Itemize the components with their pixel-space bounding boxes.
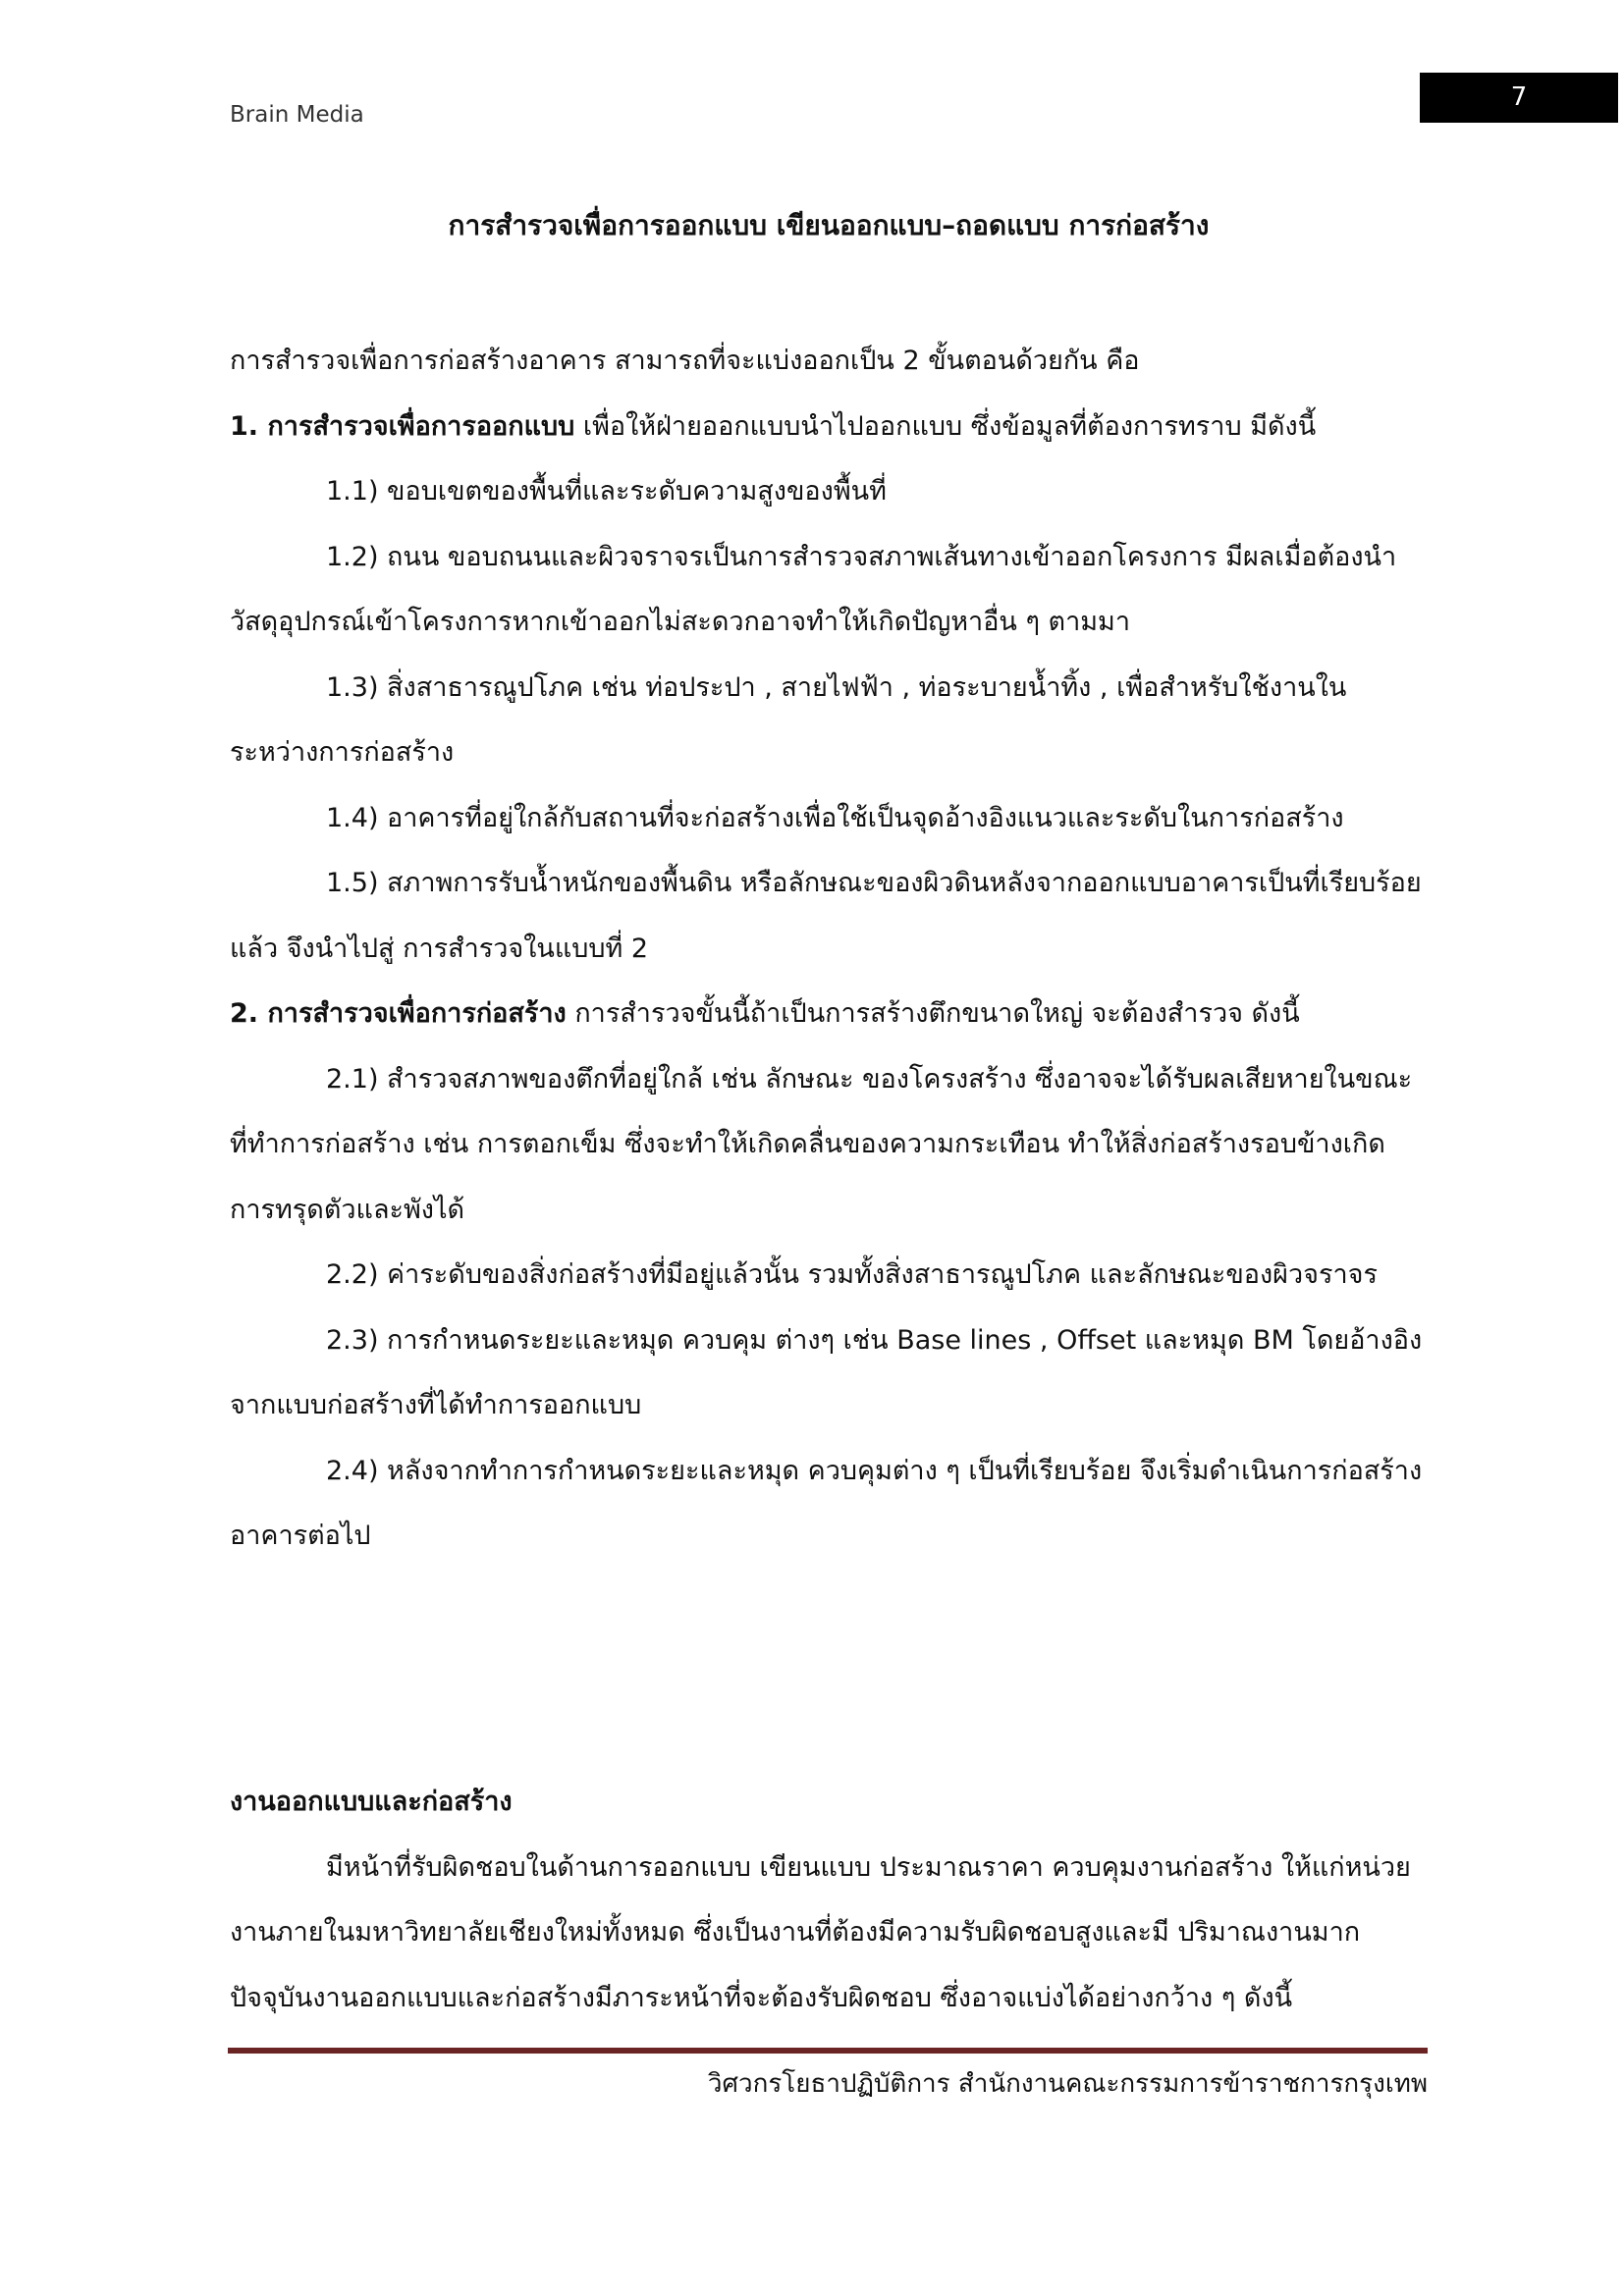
footer-divider: [228, 2048, 1428, 2054]
section-2-heading: 2. การสำรวจเพื่อการก่อสร้าง: [230, 998, 567, 1029]
list-item: 1.1) ขอบเขตของพื้นที่และระดับความสูงของพื้นที่: [326, 476, 887, 507]
section-1-paragraph: [230, 395, 1428, 460]
list-item: 2.3) การกำหนดระยะและหมุด ควบคุม ต่างๆ เช่น Base lines , Offset และหมุด BM โดยอ้างอิงจากแบบก่อสร้างที่ได้ทำการออกแบบ: [230, 1324, 1423, 1420]
section-1-lead: เพื่อให้ฝ่ายออกแบบนำไปออกแบบ ซึ่งข้อมูลที่ต้องการทราบ มีดังนี้: [574, 410, 1317, 442]
design-section-paragraph: มีหน้าที่รับผิดชอบในด้านการออกแบบ เขียนแบบ ประมาณราคา ควบคุมงานก่อสร้าง ให้แก่หน่วยงานภายในมหาวิทยาลัยเชียงใหม่ทั้งหมด ซึ่งเป็นงานที่ต้องมีความรับผิดชอบสูงและมี ปริมาณงานมาก ปัจจุบันงานออกแบบและก่อสร้างมีภาระหน้าที่จะต้องรับผิดชอบ ซึ่งอาจแบ่งได้อย่างกว้าง ๆ ดังนี้: [230, 1851, 1411, 2013]
list-item: 2.1) สำรวจสภาพของตึกที่อยู่ใกล้ เช่น ลักษณะ ของโครงสร้าง ซึ่งอาจจะได้รับผลเสียหายในขณะที่ทำการก่อสร้าง เช่น การตอกเข็ม ซึ่งจะทำให้เกิดคลื่นของความกระเทือน ทำให้สิ่งก่อสร้างรอบข้างเกิดการทรุดตัวและพังได้: [230, 1063, 1413, 1225]
header-brand: Brain Media: [230, 102, 364, 128]
list-item: 2.4) หลังจากทำการกำหนดระยะและหมุด ควบคุมต่าง ๆ เป็นที่เรียบร้อย จึงเริ่มดำเนินการก่อสร้างอาคารต่อไป: [230, 1455, 1423, 1551]
page-title: การสำรวจเพื่อการออกแบบ เขียนออกแบบ–ถอดแบบ การก่อสร้าง: [448, 209, 1210, 241]
section-2-lead: การสำรวจขั้นนี้ถ้าเป็นการสร้างตึกขนาดใหญ่ จะต้องสำรวจ ดังนี้: [566, 998, 1300, 1029]
list-item: 1.5) สภาพการรับน้ำหนักของพื้นดิน หรือลักษณะของผิวดินหลังจากออกแบบอาคารเป็นที่เรียบร้อยแล้ว จึงนำไปสู่ การสำรวจในแบบที่ 2: [230, 868, 1422, 964]
design-section-heading: งานออกแบบและก่อสร้าง: [230, 1787, 513, 1817]
section-2-paragraph: [230, 982, 1428, 1047]
page-number-badge: 7: [1420, 73, 1618, 123]
list-item: 2.2) ค่าระดับของสิ่งก่อสร้างที่มีอยู่แล้วนั้น รวมทั้งสิ่งสาธารณูปโภค และลักษณะของผิวจราจร: [326, 1259, 1378, 1290]
list-item: 1.3) สิ่งสาธารณูปโภค เช่น ท่อประปา , สายไฟฟ้า , ท่อระบายน้ำทิ้ง , เพื่อสำหรับใช้งานในระหว่างการก่อสร้าง: [230, 671, 1347, 768]
footer-text: วิศวกรโยธาปฏิบัติการ สำนักงานคณะกรรมการข้าราชการกรุงเทพ: [707, 2069, 1428, 2099]
list-item: 1.2) ถนน ขอบถนนและผิวจราจรเป็นการสำรวจสภาพเส้นทางเข้าออกโครงการ มีผลเมื่อต้องนำวัสดุอุปกรณ์เข้าโครงการหากเข้าออกไม่สะดวกอาจทำให้เกิดปัญหาอื่น ๆ ตามมา: [230, 541, 1397, 637]
design-section: [230, 1770, 1428, 2031]
section-1-heading: 1. การสำรวจเพื่อการออกแบบ: [230, 410, 575, 442]
list-item: 1.4) อาคารที่อยู่ใกล้กับสถานที่จะก่อสร้างเพื่อใช้เป็นจุดอ้างอิงแนวและระดับในการก่อสร้าง: [326, 802, 1344, 833]
intro-paragraph: การสำรวจเพื่อการก่อสร้างอาคาร สามารถที่จะแบ่งออกเป็น 2 ขั้นตอนด้วยกัน คือ: [230, 346, 1140, 376]
survey-body: [230, 329, 1428, 1570]
